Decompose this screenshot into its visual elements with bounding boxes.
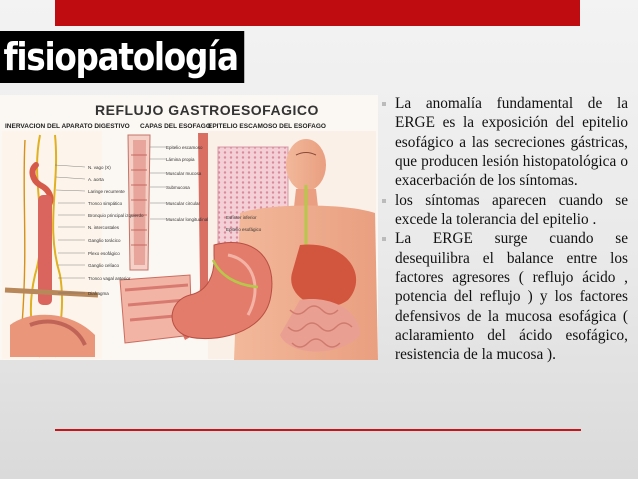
top-accent-bar — [55, 0, 580, 26]
label-intercostales: N. intercostales — [88, 225, 120, 230]
label-vago: N. vago (X) — [88, 165, 111, 170]
label-bronquio: Bronquio principal izquierdo — [88, 213, 144, 218]
bullet-marker-icon — [382, 102, 386, 106]
bullet-list — [382, 94, 628, 365]
bullet-text: los síntomas aparecen cuando se excede la tolerancia del epitelio . — [395, 191, 628, 229]
label-epitelio-esofagico: Epitelio esofágico — [226, 227, 262, 232]
label-muscular-circular: Muscular circular — [166, 201, 201, 206]
label-diafragma: Diafragma — [88, 291, 109, 296]
label-tronco-vagal: Tronco vagal anterior — [88, 276, 131, 281]
bullet-text: La anomalía fundamental de la ERGE es la exposición del epitelio esofágico a las secreciones gástricas, que producen lesión histopatológica o exacerbación de los síntomas. — [395, 95, 628, 190]
label-submucosa: Submucosa — [166, 185, 190, 190]
label-ganglio-toracico: Ganglio torácico — [88, 238, 121, 243]
bullet-marker-icon — [382, 199, 386, 203]
label-ganglio-celiaco: Ganglio celíaco — [88, 263, 120, 268]
label-aorta: A. aorta — [88, 177, 104, 182]
label-laringe: Laringe recurrente — [88, 189, 125, 194]
reflux-illustration — [0, 95, 378, 360]
label-esfinter: Esfínter inferior — [226, 215, 257, 220]
label-lamina-propia: Lámina propia — [166, 157, 195, 162]
slide-title: fisiopatología — [0, 31, 245, 83]
label-muscular-longitudinal: Muscular longitudinal — [166, 217, 209, 222]
bullet-item — [382, 94, 628, 191]
label-epitelio-escamoso: Epitelio escamoso — [166, 145, 203, 150]
bullet-text: La ERGE surge cuando se desequilibra el balance entre los factores agresores ( reflujo ácido , potencia del reflujo ) y los factores defensivos de la mucosa esofágica ( aclaramiento del ácido esofágico, resistencia de la mucosa ). — [395, 230, 628, 364]
illustration-section-3: EPITELIO ESCAMOSO DEL ESOFAGO — [208, 123, 326, 130]
label-tronco-simpatico: Tronco simpático — [88, 201, 123, 206]
illustration-section-2: CAPAS DEL ESOFAGO — [140, 123, 211, 130]
illustration-title: REFLUJO GASTROESOFAGICO — [95, 102, 319, 118]
bullet-item — [382, 229, 628, 364]
illustration-section-1: INERVACION DEL APARATO DIGESTIVO — [5, 123, 130, 130]
anatomy-drawing — [0, 95, 378, 360]
bullet-item — [382, 191, 628, 230]
bottom-accent-line — [55, 429, 581, 431]
bullet-marker-icon — [382, 237, 386, 241]
label-muscular-mucosa: Muscular mucosa — [166, 171, 202, 176]
innervation-panel — [2, 131, 102, 359]
label-plexo: Plexo esofágico — [88, 251, 120, 256]
